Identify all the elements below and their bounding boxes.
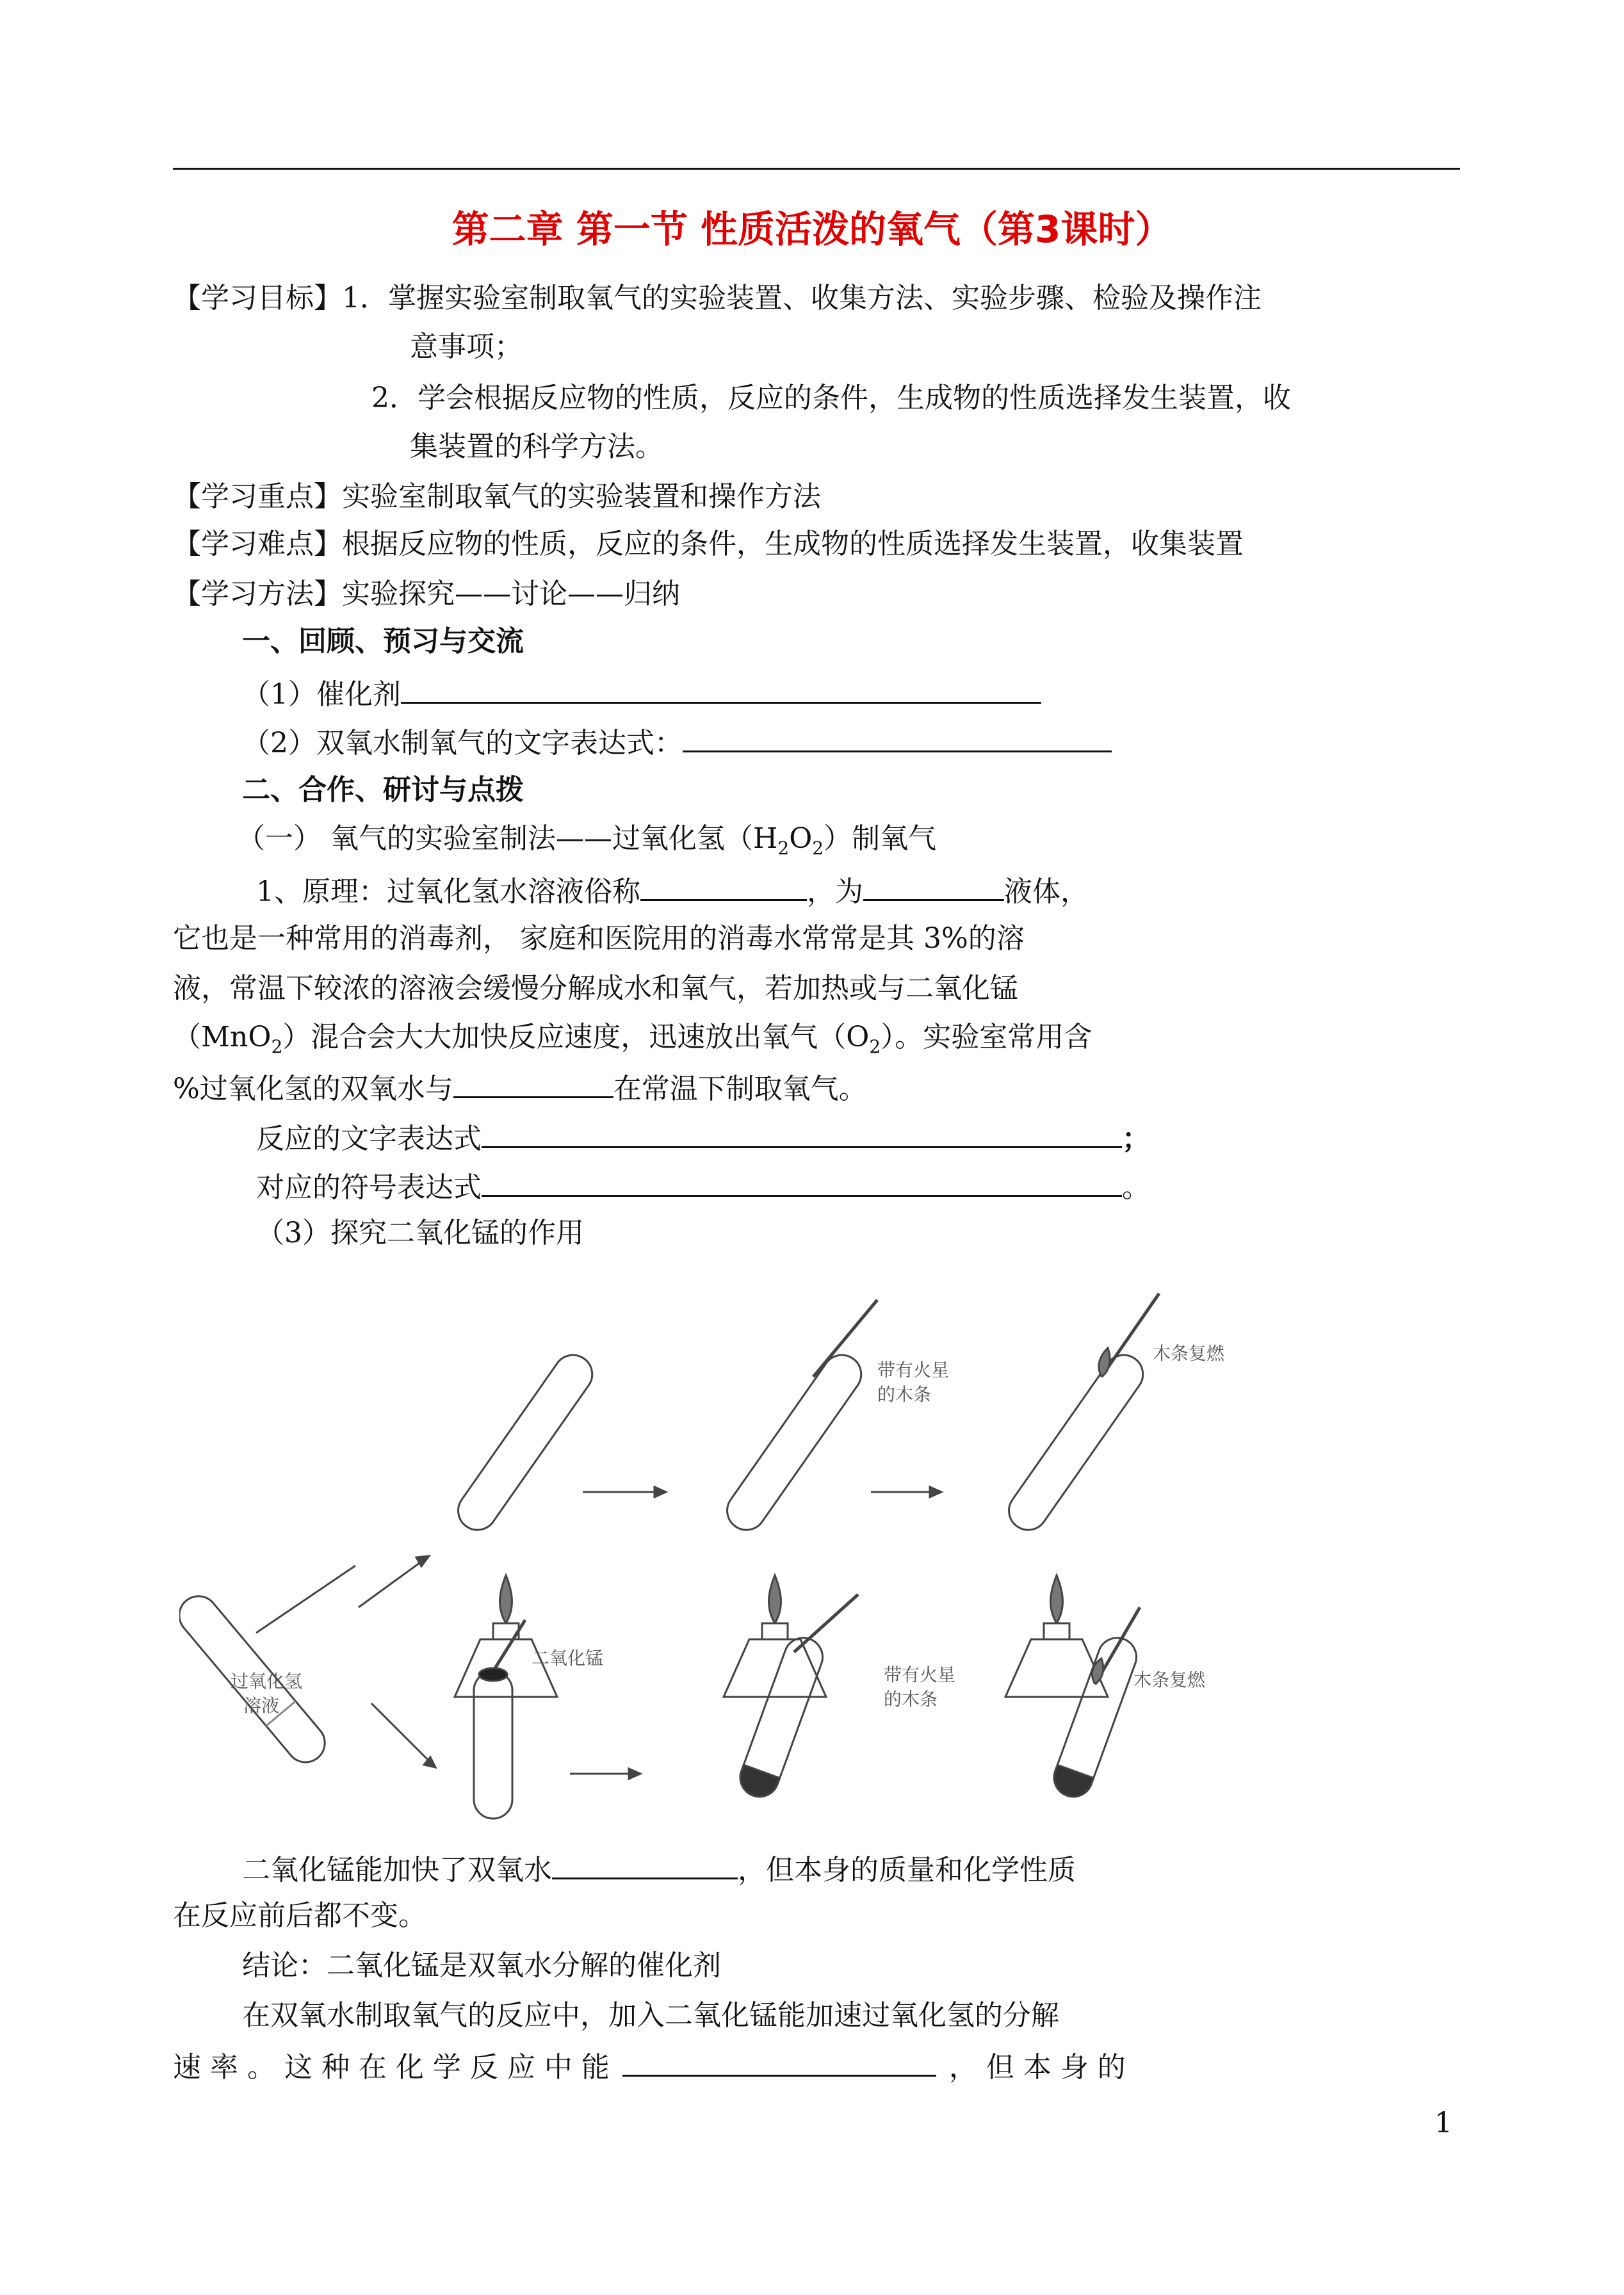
common-name-blank[interactable] bbox=[640, 870, 807, 901]
q2-blank[interactable] bbox=[683, 721, 1112, 752]
test-tube-bottom-1 bbox=[474, 1671, 512, 1819]
section2-sub1 bbox=[237, 820, 936, 868]
definition-blank[interactable] bbox=[622, 2045, 936, 2077]
sub1-d: 2 bbox=[812, 837, 824, 859]
label-splint1: 带有火星 bbox=[877, 1359, 950, 1381]
word-eq-end: ； bbox=[1122, 1123, 1150, 1155]
sub1-c: O bbox=[789, 822, 813, 855]
p5-a: %过氧化氢的双氧水与 bbox=[173, 1073, 453, 1105]
sub1-a: （一） 氧气的实验室制法——过氧化氢（H bbox=[237, 822, 778, 855]
q1-label: （1）催化剂 bbox=[242, 678, 401, 711]
q1-blank[interactable] bbox=[401, 672, 1041, 704]
principle-line3: 液，常温下较浓的溶液会缓慢分解成水和氧气，若加热或与二氧化锰 bbox=[173, 972, 1018, 1005]
section1-q1 bbox=[242, 672, 1041, 714]
label-relight2: 木条复燃 bbox=[1133, 1669, 1206, 1691]
c1-b: ，但本身的质量和化学性质 bbox=[738, 1854, 1076, 1886]
word-equation-blank[interactable] bbox=[482, 1117, 1122, 1148]
symbol-equation-line bbox=[256, 1165, 1150, 1207]
principle-line2: 它也是一种常用的消毒剂， 家庭和医院用的消毒水常常是其 3%的溶 bbox=[173, 922, 1025, 955]
principle-line1 bbox=[256, 870, 1089, 911]
method-text: 实验探究——讨论——归纳 bbox=[342, 578, 680, 610]
test-tube-top-1 bbox=[451, 1347, 600, 1537]
catalyst-blank[interactable] bbox=[453, 1067, 613, 1098]
test-tube-top-3 bbox=[1002, 1347, 1151, 1537]
focus-text: 实验室制取氧气的实验装置和操作方法 bbox=[342, 480, 821, 513]
sub1-e: ）制氧气 bbox=[824, 822, 937, 855]
label-splint1-b: 的木条 bbox=[877, 1384, 932, 1405]
p1-b: ，为 bbox=[807, 875, 863, 908]
test-tube-bottom-2 bbox=[735, 1632, 828, 1802]
method-tag: 【学习方法】 bbox=[173, 578, 342, 610]
catalyst-line3: 在双氧水制取氧气的反应中，加入二氧化锰能加速过氧化氢的分解 bbox=[242, 1999, 1059, 2032]
label-splint2: 带有火星 bbox=[884, 1664, 956, 1685]
label-relight1: 木条复燃 bbox=[1153, 1343, 1225, 1364]
catalyst-line1 bbox=[242, 1848, 1076, 1890]
difficulty-text: 根据反应物的性质，反应的条件，生成物的性质选择发生装置，收集装置 bbox=[342, 528, 1244, 560]
c1-a: 二氧化锰能加快了双氧水 bbox=[242, 1854, 552, 1886]
explore-heading: （3）探究二氧化锰的作用 bbox=[256, 1217, 584, 1249]
label-mno2: 二氧化锰 bbox=[532, 1648, 604, 1669]
test-tube-top-2 bbox=[720, 1347, 869, 1537]
catalyst-line4 bbox=[173, 2045, 1126, 2087]
objectives-item2: 2．学会根据反应物的性质，反应的条件，生成物的性质选择发生装置，收 bbox=[371, 382, 1291, 414]
difficulty-tag: 【学习难点】 bbox=[173, 528, 342, 560]
p4-c: ）混合会大大加快反应速度，迅速放出氧气（O bbox=[282, 1021, 870, 1053]
objectives-line4: 集装置的科学方法。 bbox=[410, 430, 663, 463]
label-h2o2: 过氧化氢 bbox=[231, 1671, 303, 1692]
alcohol-lamp-1 bbox=[455, 1575, 557, 1697]
section1-heading: 一、回顾、预习与交流 bbox=[242, 625, 524, 658]
word-equation-line bbox=[256, 1117, 1150, 1158]
label-h2o2-b: 溶液 bbox=[243, 1695, 280, 1716]
section1-q2 bbox=[242, 721, 1112, 763]
header-rule bbox=[173, 168, 1460, 170]
symbol-equation-blank[interactable] bbox=[482, 1165, 1122, 1197]
principle-line4 bbox=[173, 1018, 1092, 1066]
objectives-line2: 意事项； bbox=[410, 330, 523, 363]
method-line bbox=[173, 575, 680, 613]
dropper-start bbox=[256, 1566, 355, 1633]
label-splint2-b: 的木条 bbox=[884, 1689, 938, 1710]
principle-line5 bbox=[173, 1067, 867, 1108]
sym-eq-end: 。 bbox=[1122, 1171, 1150, 1204]
p4-d: 2 bbox=[869, 1035, 881, 1057]
difficulty-line bbox=[173, 525, 1244, 564]
glowing-splint-2 bbox=[794, 1594, 858, 1652]
q2-label: （2）双氧水制氧气的文字表达式： bbox=[242, 727, 683, 759]
p4-e: ）。实验室常用含 bbox=[881, 1021, 1092, 1053]
p5-b: 在常温下制取氧气。 bbox=[613, 1073, 867, 1105]
page-title: 第二章 第一节 性质活泼的氧气（第3课时） bbox=[451, 207, 1173, 251]
p1-a: 1、原理：过氧化氢水溶液俗称 bbox=[256, 875, 640, 908]
catalyst-line2: 在反应前后都不变。 bbox=[173, 1899, 426, 1932]
focus-line bbox=[173, 478, 821, 516]
spoon-mno2 bbox=[493, 1620, 525, 1671]
arrow-up-1 bbox=[359, 1556, 429, 1607]
word-eq-label: 反应的文字表达式 bbox=[256, 1123, 482, 1155]
test-tube-bottom-3 bbox=[1049, 1632, 1142, 1802]
sub1-b: 2 bbox=[777, 837, 790, 859]
mno2-experiment-figure bbox=[179, 1274, 1268, 1825]
sym-eq-label: 对应的符号表达式 bbox=[256, 1171, 482, 1204]
p4-a: （MnO bbox=[173, 1021, 272, 1053]
conclusion-line: 结论：二氧化锰是双氧水分解的催化剂 bbox=[242, 1949, 721, 1982]
focus-tag: 【学习重点】 bbox=[173, 480, 342, 513]
p1-c: 液体， bbox=[1004, 875, 1089, 908]
objectives-tag: 【学习目标】 bbox=[173, 282, 342, 314]
arrow-down-1 bbox=[371, 1703, 435, 1767]
objectives-line1 bbox=[173, 279, 1262, 318]
liquid-type-blank[interactable] bbox=[863, 870, 1004, 901]
c4-b: ， 但 本 身 的 bbox=[948, 2051, 1126, 2084]
c4-a: 速 率 。 这 种 在 化 学 反 应 中 能 bbox=[173, 2051, 610, 2084]
glowing-splint-1 bbox=[813, 1300, 877, 1377]
section2-heading: 二、合作、研讨与点拨 bbox=[242, 774, 524, 806]
p4-b: 2 bbox=[271, 1035, 283, 1057]
page-number: 1 bbox=[1434, 2107, 1452, 2139]
objectives-item1: 1．掌握实验室制取氧气的实验装置、收集方法、实验步骤、检验及操作注 bbox=[342, 282, 1262, 314]
rate-blank[interactable] bbox=[552, 1848, 738, 1879]
